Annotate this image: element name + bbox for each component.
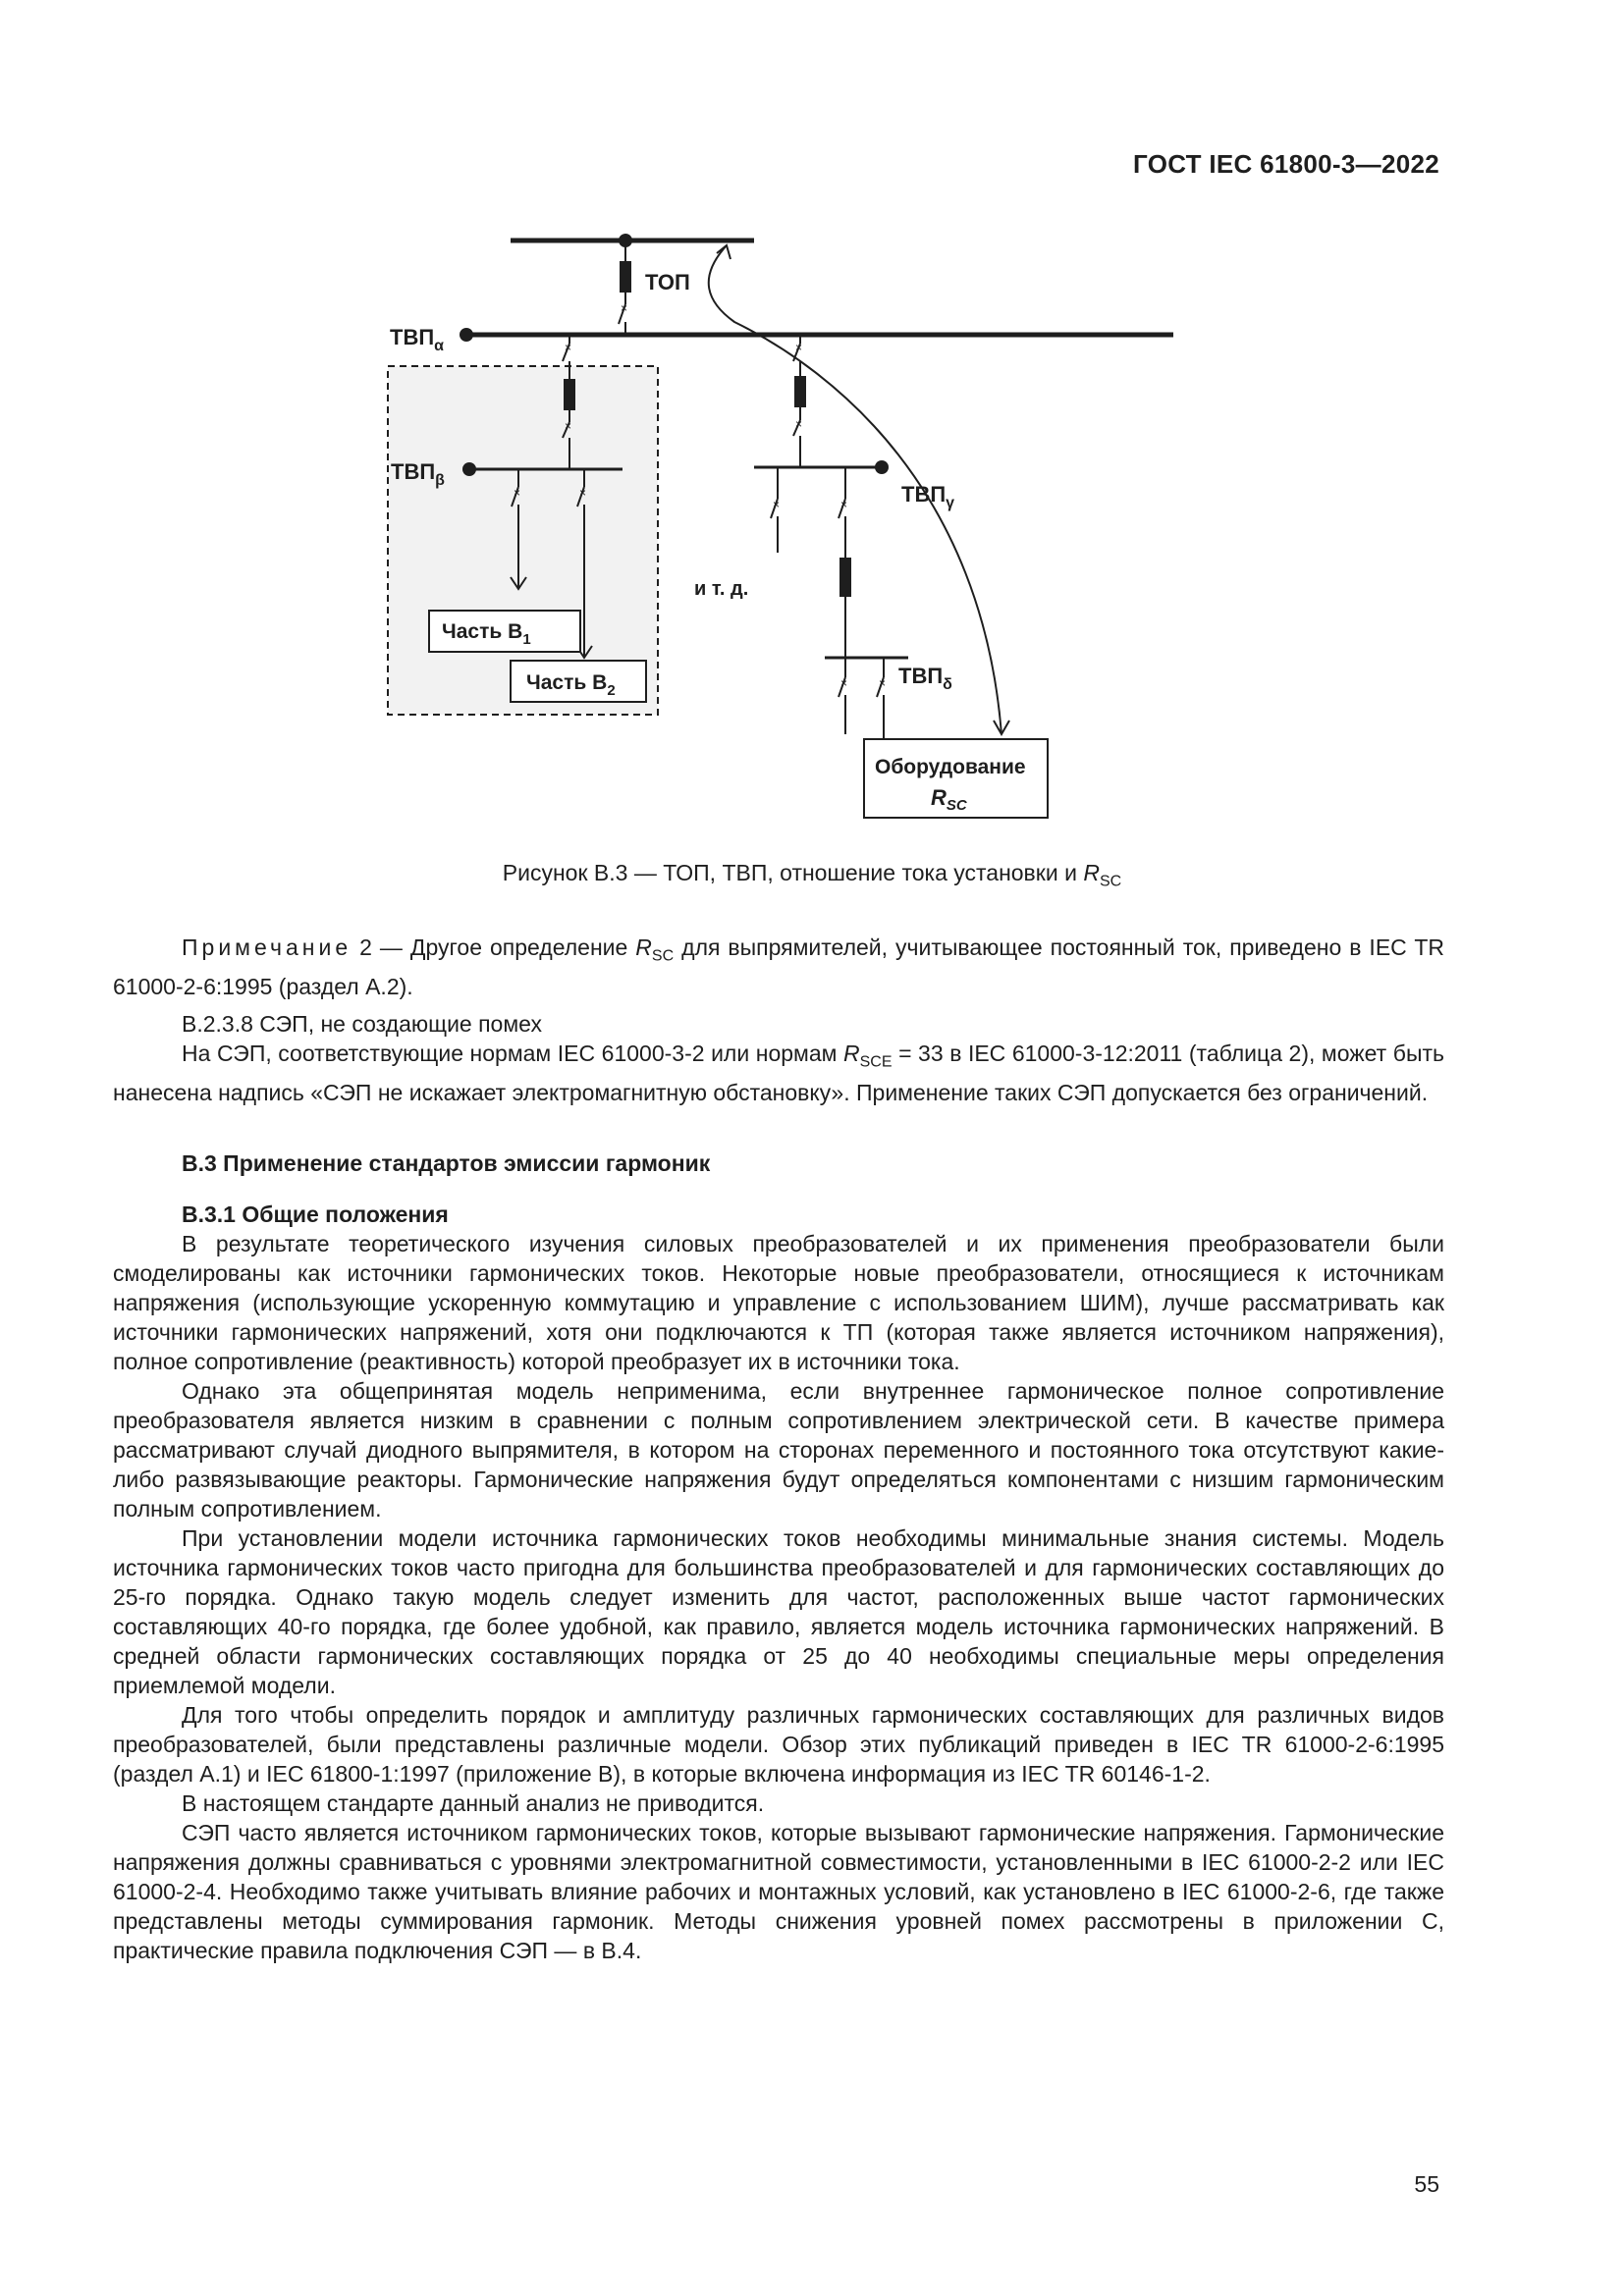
svg-text:×: ×: [565, 419, 572, 433]
body-paragraph: В результате теоретического изучения силовых преобразователей и их применения преобразователи были смоделированы как источники гармонических токов. Некоторые новые преобразователи, относящиеся к источникам напряжения (использующие ускоренную коммутацию и управление с использованием ШИМ), лучше рассматривать как источники гармонических напряжений, хотя они подключаются к ТП (которая также является источником напряжения), полное сопротивление (реактивность) которой преобразует их в источники тока.: [113, 1231, 1444, 1374]
label-equipment: Оборудование: [875, 756, 1026, 778]
body-paragraph: При установлении модели источника гармонических токов необходимы минимальные знания системы. Модель источника гармонических токов часто пригодна для большинства преобразователей и для гармонических составляющих до 25-го порядка. Однако такую модель следует изменить для частот, расположенных выше частот гармонических составляющих 40-го порядка, где более удобной, как правило, является модель источника гармонических напряжений. В средней области гармонических составляющих порядка от 25 до 40 необходимы специальные меры определения приемлемой модели.: [113, 1525, 1444, 1698]
page-number: 55: [1414, 2171, 1439, 2197]
section-b31: [113, 1200, 1444, 1965]
svg-text:×: ×: [514, 486, 521, 500]
svg-text:×: ×: [795, 417, 803, 431]
body-paragraph: В настоящем стандарте данный анализ не приводится.: [182, 1790, 765, 1816]
svg-text:Часть В2: Часть $В_2$: [526, 671, 616, 699]
note-paragraph: Примечание 2 — Другое определение $R_{SC}$ для выпрямителей, учитывающее постоянный ток, приведено в IEC TR 61000-2-6:1995 (раздел А.2).: [113, 934, 1445, 999]
svg-text:×: ×: [773, 498, 781, 511]
svg-text:×: ×: [621, 301, 628, 315]
alpha-node: [460, 328, 473, 342]
power-network-diagram: [373, 224, 1188, 852]
svg-text:ТВПα: $ТВП_\alpha$: [390, 325, 444, 354]
body-paragraph: Однако эта общепринятая модель неприменима, если внутреннее гармоническое полное сопротивление преобразователя является низким в сравнении с полным сопротивлением электрической сети. В качестве примера рассматривают случай диодного выпрямителя, в котором на сторонах переменного и постоянного тока отсутствуют какие-либо развязывающие реакторы. Гармонические напряжения будут определяться компонентами с низшим гармоническим полным сопротивлением.: [113, 1378, 1444, 1522]
section-b3: [113, 1148, 1444, 1178]
label-etc: и т. д.: [694, 578, 749, 600]
label-tvp-alpha: ТВП: [390, 325, 435, 349]
label-top: ТОП: [645, 270, 690, 294]
svg-text:ТВПγ: $ТВП_\gamma$: [901, 482, 955, 511]
label-tvp-delta: ТВП: [898, 664, 944, 688]
svg-text:×: ×: [565, 341, 572, 354]
svg-text:×: ×: [795, 341, 803, 354]
beta-node: [462, 462, 476, 476]
gamma-transformer: [794, 376, 806, 407]
svg-text:ТВПδ: $ТВП_\delta$: [898, 664, 952, 693]
b3-heading: В.3 Применение стандартов эмиссии гармоник: [182, 1150, 711, 1176]
label-part-b2: Часть В: [526, 671, 608, 694]
body-paragraph: СЭП часто является источником гармонических токов, которые вызывают гармонические напряжения. Гармонические напряжения должны сравниваться с уровнями электромагнитной совместимости, установленными в IEC 61000-2-2 или IEC 61000-2-4. Необходимо также учитывать влияние рабочих и монтажных условий, как установлено в IEC 61000-2-6, где также представлены методы суммирования гармоник. Методы снижения уровней помех рассмотрены в приложении С, практические правила подключения СЭП — в В.4.: [113, 1820, 1444, 1963]
label-part-b1: Часть В: [442, 620, 523, 643]
body-paragraph: Для того чтобы определить порядок и амплитуду различных гармонических составляющих для различных видов преобразователей, были представлены различные модели. Обзор этих публикаций приведен в IEC TR 61000-2-6:1995 (раздел А.1) и IEC 61800-1:1997 (приложение В), в которые включена информация из IEC TR 60146-1-2.: [113, 1702, 1444, 1787]
b31-heading: В.3.1 Общие положения: [182, 1201, 449, 1227]
label-rsc: R: [931, 785, 947, 810]
document-id-header: ГОСТ IEC 61800-3—2022: [1133, 149, 1439, 179]
svg-text:×: ×: [579, 486, 587, 500]
figure-caption: Рисунок В.3 — ТОП, ТВП, отношение тока установки и $R_{SC}$: [502, 860, 1122, 890]
label-tvp-beta: ТВП: [391, 459, 436, 484]
b238-title: В.2.3.8 СЭП, не создающие помех: [182, 1011, 542, 1037]
delta-transformer: [839, 558, 851, 597]
svg-text:Часть В1: Часть $В_1$: [442, 620, 531, 648]
svg-text:RSC: $R_{SC}$: [931, 785, 967, 814]
gamma-node: [875, 460, 889, 474]
svg-text:×: ×: [840, 498, 848, 511]
label-tvp-gamma: ТВП: [901, 482, 947, 507]
top-transformer: [620, 261, 631, 293]
svg-text:ТВПβ: $ТВП_\beta$: [391, 459, 445, 489]
svg-text:×: ×: [840, 676, 848, 690]
rsc-reference-arrow: [709, 245, 1001, 734]
note-label: Примечание: [182, 934, 352, 960]
section-b238: В.2.3.8 СЭП, не создающие помех На СЭП, соответствующие нормам IEC 61000-3-2 или нормам $R_{SCE} = 33$ в IEC 61000-3-12:2011 (таблица 2), может быть нанесена надпись «СЭП не искажает электромагнитную обстановку». Применение таких СЭП допускается без ограничений.: [113, 1011, 1444, 1105]
beta-transformer: [564, 379, 575, 410]
svg-text:×: ×: [879, 676, 887, 690]
